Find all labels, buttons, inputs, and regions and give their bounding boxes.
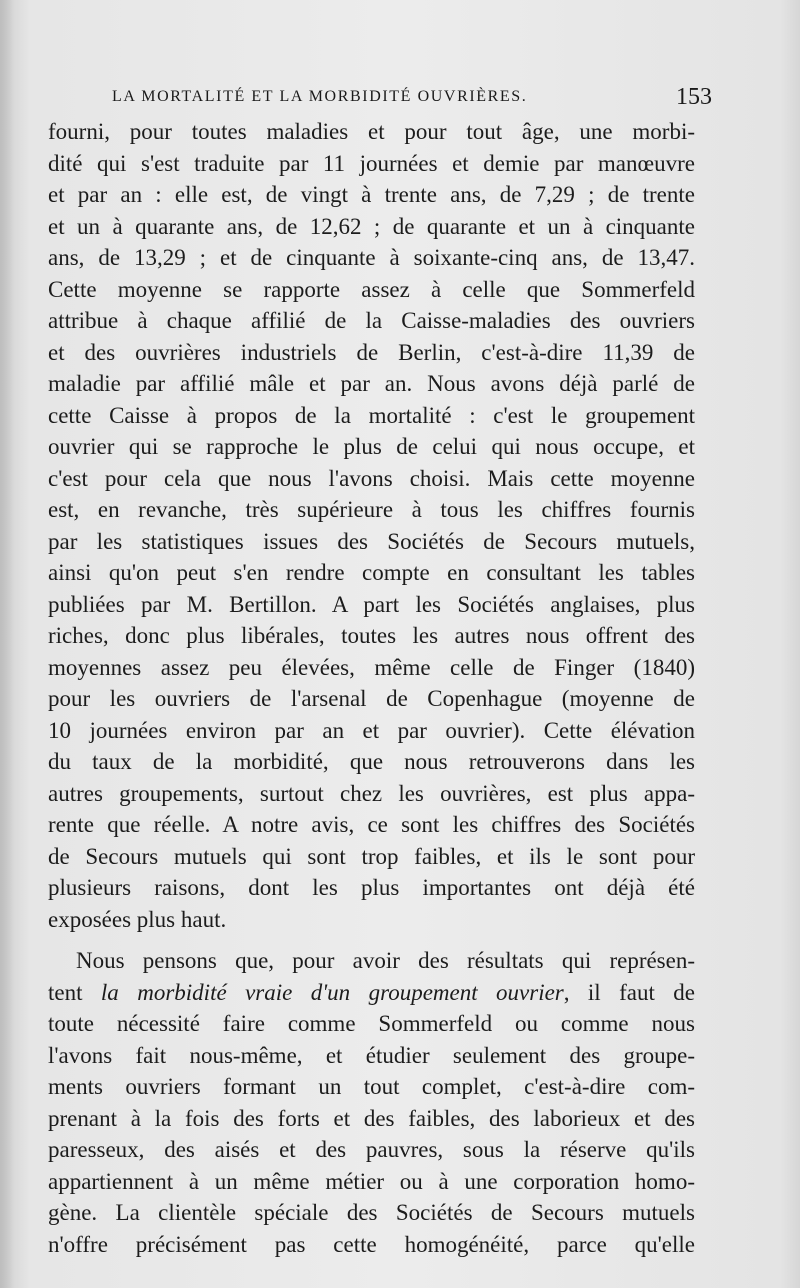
text-line: fourni, pour toutes maladies et pour tout âge, une morbi-	[48, 119, 695, 144]
text-line: prenant à la fois des forts et des faibles, des laborieux et des	[48, 1105, 695, 1131]
text-line: Nous pensons que, pour avoir des résultats qui représen-	[76, 948, 695, 973]
text-line: n'offre précisément pas cette homogénéité, parce qu'elle	[48, 1231, 695, 1257]
page-number: 153	[676, 84, 712, 110]
text-line: c'est pour cela que nous l'avons choisi. Mais cette moyenne	[48, 465, 695, 491]
paragraph-gap	[48, 935, 695, 945]
text-line: publiées par M. Bertillon. A part les Sociétés anglaises, plus	[48, 591, 695, 617]
text-line: ouvrier qui se rapproche le plus de celui qui nous occupe, et	[48, 434, 695, 459]
text-line: est, en revanche, très supérieure à tous les chiffres fournis	[48, 497, 695, 522]
text-line: 10 journées environ par an et par ouvrier). Cette élévation	[48, 717, 695, 743]
text-line: de Secours mutuels qui sont trop faibles, et ils le sont pour	[48, 843, 695, 869]
text-line: autres groupements, surtout chez les ouvrières, est plus appa-	[48, 780, 695, 806]
text-fragment: tent	[48, 979, 101, 1005]
text-line: par les statistiques issues des Sociétés de Secours mutuels,	[48, 528, 695, 554]
text-line: riches, donc plus libérales, toutes les autres nous offrent des	[48, 623, 695, 648]
text-line: ans, de 13,29 ; et de cinquante à soixante-cinq ans, de 13,47.	[48, 245, 695, 270]
text-line: et par an : elle est, de vingt à trente ans, de 7,29 ; de trente	[48, 182, 695, 207]
text-line: ments ouvriers formant un tout complet, c'est-à-dire com-	[48, 1074, 695, 1099]
text-line: Cette moyenne se rapporte assez à celle que Sommerfeld	[48, 276, 695, 302]
text-line: pour les ouvriers de l'arsenal de Copenhague (moyenne de	[48, 686, 695, 711]
text-line: et des ouvrières industriels de Berlin, c'est-à-dire 11,39 de	[48, 339, 695, 365]
text-line: appartiennent à un même métier ou à une corporation homo-	[48, 1168, 695, 1194]
text-line: rente que réelle. A notre avis, ce sont les chiffres des Sociétés	[48, 812, 695, 837]
text-line: du taux de la morbidité, que nous retrouverons dans les	[48, 749, 695, 774]
italic-phrase: la morbidité vraie d'un groupement ouvrier	[100, 979, 564, 1005]
text-line: plusieurs raisons, dont les plus importantes ont déjà été	[48, 875, 695, 900]
text-line: exposées plus haut.	[48, 906, 227, 932]
text-line: moyennes assez peu élevées, même celle de Finger (1840)	[48, 654, 695, 680]
text-line: maladie par affilié mâle et par an. Nous avons déjà parlé de	[48, 371, 695, 396]
text-line: cette Caisse à propos de la mortalité : c'est le groupement	[48, 402, 695, 428]
text-line: toute nécessité faire comme Sommerfeld ou comme nous	[48, 1011, 695, 1036]
text-line: ainsi qu'on peut s'en rendre compte en consultant les tables	[48, 560, 695, 585]
text-line: paresseux, des aisés et des pauvres, sous la réserve qu'ils	[48, 1137, 695, 1162]
running-title: LA MORTALITÉ ET LA MORBIDITÉ OUVRIÈRES.	[112, 88, 528, 105]
body-text	[48, 116, 695, 1260]
running-head	[112, 84, 712, 114]
text-line: et un à quarante ans, de 12,62 ; de quarante et un à cinquante	[48, 213, 695, 239]
paragraph-1	[48, 116, 695, 935]
paragraph-2	[48, 945, 695, 1260]
text-line: dité qui s'est traduite par 11 journées et demie par manœuvre	[48, 150, 695, 176]
text-line: l'avons fait nous-même, et étudier seulement des groupe-	[48, 1042, 695, 1068]
text-line-with-italic	[48, 977, 695, 1009]
text-fragment: , il faut de	[563, 979, 696, 1005]
page-edge-shadow	[0, 0, 14, 1288]
text-line: gène. La clientèle spéciale des Sociétés de Secours mutuels	[48, 1200, 695, 1225]
text-line: attribue à chaque affilié de la Caisse-maladies des ouvriers	[48, 308, 695, 333]
